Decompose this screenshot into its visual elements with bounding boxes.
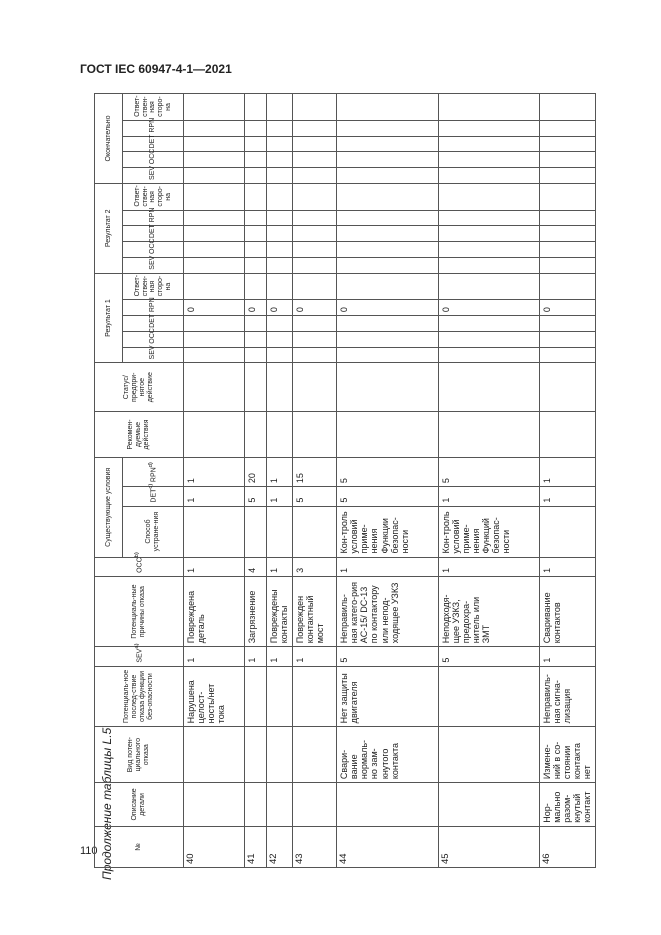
header-r1-det: DET <box>123 316 184 332</box>
cell-det: 5 <box>337 487 438 506</box>
header-recommended-actions: Рекомен-дуемые действия <box>95 411 184 457</box>
cell-sev: 1 <box>539 647 595 666</box>
cell-effect <box>438 666 539 727</box>
header-r1-responsible: Ответ-ствен-ная сторо-на <box>123 273 184 300</box>
cell-status <box>292 363 337 412</box>
cell-r1-sev <box>438 347 539 363</box>
cell-r1-sev <box>244 347 266 363</box>
cell-r1-det <box>184 316 245 332</box>
cell-r2-occ <box>292 242 337 258</box>
cell-failure-mode <box>244 727 266 783</box>
cell-r1-sev <box>267 347 292 363</box>
cell-r1-sev <box>539 347 595 363</box>
cell-description <box>267 783 292 827</box>
cell-det: 5 <box>244 487 266 506</box>
header-final-sev: SEV <box>123 168 184 184</box>
cell-final-responsible <box>337 94 438 121</box>
cell-r1-rpn: 0 <box>438 300 539 316</box>
header-final-responsible: Ответ-ствен-ная сторо-на <box>123 94 184 121</box>
cell-r2-det <box>184 226 245 242</box>
cell-method <box>539 506 595 557</box>
cell-description <box>337 783 438 827</box>
cell-effect: Нет защиты двигателя <box>337 666 438 727</box>
cell-occ: 1 <box>337 557 438 576</box>
cell-det: 1 <box>438 487 539 506</box>
cell-r2-occ <box>438 242 539 258</box>
cell-cause: Повреждена деталь <box>184 576 245 646</box>
cell-r2-det <box>267 226 292 242</box>
header-final-det: DET <box>123 136 184 152</box>
cell-r1-responsible <box>438 273 539 300</box>
cell-final-sev <box>292 168 337 184</box>
cell-cause: Неподходя-щее УЗКЗ, предохра-нитель или ЗМТ <box>438 576 539 646</box>
cell-method <box>244 506 266 557</box>
cell-r1-occ <box>337 331 438 347</box>
cell-sev: 1 <box>292 647 337 666</box>
cell-r1-responsible <box>292 273 337 300</box>
cell-final-det <box>267 136 292 152</box>
cell-r2-rpn <box>292 210 337 226</box>
cell-r1-rpn: 0 <box>337 300 438 316</box>
cell-sev: 1 <box>244 647 266 666</box>
header-final-rpn: RPN <box>123 120 184 136</box>
document-header: ГОСТ IEC 60947-4-1—2021 <box>80 62 232 76</box>
cell-r2-det <box>292 226 337 242</box>
cell-r2-sev <box>267 257 292 273</box>
cell-final-sev <box>267 168 292 184</box>
rotated-table-container <box>94 93 596 868</box>
cell-recommended <box>438 411 539 457</box>
cell-r1-det <box>267 316 292 332</box>
cell-final-det <box>438 136 539 152</box>
cell-description <box>184 783 245 827</box>
table-row <box>267 94 292 868</box>
cell-sev: 1 <box>184 647 245 666</box>
cell-status <box>184 363 245 412</box>
header-description: Описание детали <box>95 783 184 827</box>
cell-rpn: 1 <box>267 458 292 487</box>
cell-description <box>292 783 337 827</box>
cell-r1-rpn: 0 <box>267 300 292 316</box>
cell-r2-rpn <box>267 210 292 226</box>
table-row <box>539 94 595 868</box>
cell-r1-det <box>539 316 595 332</box>
cell-cause: Поврежден контактный мост <box>292 576 337 646</box>
cell-method: Кон-троль условий приме-нения Функций безопас-ности <box>438 506 539 557</box>
cell-r2-occ <box>539 242 595 258</box>
fmea-table <box>94 93 596 868</box>
cell-final-responsible <box>292 94 337 121</box>
cell-final-det <box>244 136 266 152</box>
cell-cause: Сваривание контактов <box>539 576 595 646</box>
cell-r1-sev <box>292 347 337 363</box>
header-failure-mode: Вид потен-циального отказа <box>95 727 184 783</box>
cell-r2-det <box>539 226 595 242</box>
header-final-occ: OCC <box>123 152 184 168</box>
cell-final-det <box>539 136 595 152</box>
cell-row-number: 41 <box>244 826 266 867</box>
cell-r2-sev <box>184 257 245 273</box>
cell-recommended <box>539 411 595 457</box>
cell-final-occ <box>337 152 438 168</box>
cell-final-responsible <box>267 94 292 121</box>
header-r1-occ: OCC <box>123 331 184 347</box>
cell-r2-responsible <box>292 183 337 210</box>
cell-r2-responsible <box>184 183 245 210</box>
cell-final-occ <box>438 152 539 168</box>
cell-final-occ <box>184 152 245 168</box>
cell-method <box>267 506 292 557</box>
cell-r1-det <box>337 316 438 332</box>
cell-final-rpn <box>539 120 595 136</box>
cell-r2-responsible <box>244 183 266 210</box>
cell-r2-det <box>438 226 539 242</box>
cell-r1-det <box>244 316 266 332</box>
header-number: № <box>95 826 184 867</box>
cell-failure-mode <box>292 727 337 783</box>
table-row <box>244 94 266 868</box>
cell-r2-occ <box>244 242 266 258</box>
table-caption: Продолжение таблицы L.5 <box>100 727 114 880</box>
cell-r1-responsible <box>267 273 292 300</box>
cell-effect <box>292 666 337 727</box>
cell-r2-occ <box>337 242 438 258</box>
cell-r2-occ <box>267 242 292 258</box>
cell-r2-occ <box>184 242 245 258</box>
cell-effect: Нарушена целост-ность/нет тока <box>184 666 245 727</box>
cell-final-occ <box>539 152 595 168</box>
cell-r2-sev <box>539 257 595 273</box>
cell-r2-rpn <box>438 210 539 226</box>
cell-det: 5 <box>292 487 337 506</box>
cell-det: 1 <box>267 487 292 506</box>
header-existing-conditions: Существующие условия <box>95 458 123 557</box>
cell-occ: 3 <box>292 557 337 576</box>
cell-recommended <box>267 411 292 457</box>
cell-effect: Неправиль-ная сигна-лизация <box>539 666 595 727</box>
cell-method: Кон-троль условий приме-нения Функции безопас-ности <box>337 506 438 557</box>
cell-final-occ <box>292 152 337 168</box>
cell-row-number: 44 <box>337 826 438 867</box>
cell-failure-mode <box>184 727 245 783</box>
cell-final-sev <box>539 168 595 184</box>
cell-rpn: 5 <box>337 458 438 487</box>
cell-method <box>292 506 337 557</box>
cell-r1-rpn: 0 <box>539 300 595 316</box>
cell-cause: Загрязнение <box>244 576 266 646</box>
cell-description <box>438 783 539 827</box>
cell-final-det <box>292 136 337 152</box>
cell-failure-mode: Свари-вание нормаль-но зам-кнутого контакта <box>337 727 438 783</box>
header-r2-rpn: RPN <box>123 210 184 226</box>
cell-method <box>184 506 245 557</box>
header-rpn: RPN$^{d)}$ <box>123 458 184 487</box>
header-result-1: Результат 1 <box>95 273 123 363</box>
table-body <box>184 94 596 868</box>
cell-r1-responsible <box>539 273 595 300</box>
cell-row-number: 45 <box>438 826 539 867</box>
cell-row-number: 42 <box>267 826 292 867</box>
cell-rpn: 5 <box>438 458 539 487</box>
cell-rpn: 15 <box>292 458 337 487</box>
cell-status <box>337 363 438 412</box>
cell-effect <box>267 666 292 727</box>
table-row <box>438 94 539 868</box>
table-row <box>184 94 245 868</box>
cell-final-responsible <box>438 94 539 121</box>
cell-r2-sev <box>292 257 337 273</box>
cell-r2-sev <box>438 257 539 273</box>
table-row <box>337 94 438 868</box>
cell-r1-occ <box>184 331 245 347</box>
cell-r2-det <box>337 226 438 242</box>
cell-r1-responsible <box>184 273 245 300</box>
table-row <box>292 94 337 868</box>
cell-occ: 1 <box>539 557 595 576</box>
cell-r2-rpn <box>184 210 245 226</box>
page-number: 110 <box>80 845 98 857</box>
cell-r1-sev <box>337 347 438 363</box>
cell-final-rpn <box>244 120 266 136</box>
header-r1-rpn: RPN <box>123 300 184 316</box>
cell-row-number: 40 <box>184 826 245 867</box>
cell-failure-mode <box>438 727 539 783</box>
cell-det: 1 <box>539 487 595 506</box>
cell-r1-rpn: 0 <box>244 300 266 316</box>
cell-r1-sev <box>184 347 245 363</box>
cell-failure-mode: Измене-ний в со-стоянии контакта нет <box>539 727 595 783</box>
cell-final-sev <box>184 168 245 184</box>
cell-r1-rpn: 0 <box>292 300 337 316</box>
cell-recommended <box>337 411 438 457</box>
cell-row-number: 46 <box>539 826 595 867</box>
header-r1-sev: SEV <box>123 347 184 363</box>
cell-recommended <box>244 411 266 457</box>
cell-row-number: 43 <box>292 826 337 867</box>
cell-cause: Повреждены контакты <box>267 576 292 646</box>
header-method: Способ устране-ния <box>123 506 184 557</box>
cell-final-responsible <box>539 94 595 121</box>
cell-final-rpn <box>184 120 245 136</box>
header-status: Статус/ предпри-нятое действие <box>95 363 184 412</box>
header-cause: Потенциаль-ные причины отказа <box>95 576 184 646</box>
cell-r2-rpn <box>337 210 438 226</box>
cell-rpn: 1 <box>539 458 595 487</box>
cell-sev: 5 <box>438 647 539 666</box>
cell-final-sev <box>438 168 539 184</box>
cell-final-responsible <box>244 94 266 121</box>
header-det: DET$^{c)}$ <box>123 487 184 506</box>
header-effect: Потенциаль-ное послед-ствие отказа функции без-опасности <box>95 666 184 727</box>
cell-r1-occ <box>539 331 595 347</box>
cell-status <box>438 363 539 412</box>
cell-failure-mode <box>267 727 292 783</box>
cell-r2-det <box>244 226 266 242</box>
cell-final-det <box>337 136 438 152</box>
cell-final-rpn <box>292 120 337 136</box>
cell-r2-responsible <box>438 183 539 210</box>
cell-final-det <box>184 136 245 152</box>
cell-recommended <box>184 411 245 457</box>
cell-r1-rpn: 0 <box>184 300 245 316</box>
cell-recommended <box>292 411 337 457</box>
cell-effect <box>244 666 266 727</box>
header-r2-occ: OCC <box>123 242 184 258</box>
cell-occ: 1 <box>184 557 245 576</box>
cell-r2-sev <box>337 257 438 273</box>
cell-sev: 5 <box>337 647 438 666</box>
cell-r1-det <box>292 316 337 332</box>
header-r2-responsible: Ответ-ствен-ная сторо-на <box>123 183 184 210</box>
cell-r1-occ <box>292 331 337 347</box>
cell-sev: 1 <box>267 647 292 666</box>
header-occ: OCC$^{b)}$ <box>95 557 184 576</box>
cell-status <box>244 363 266 412</box>
cell-r1-responsible <box>337 273 438 300</box>
cell-final-rpn <box>337 120 438 136</box>
header-result-2: Результат 2 <box>95 183 123 273</box>
cell-r1-responsible <box>244 273 266 300</box>
cell-description: Нор-мально разом-кнутый контакт <box>539 783 595 827</box>
cell-final-sev <box>244 168 266 184</box>
cell-r2-rpn <box>539 210 595 226</box>
cell-status <box>539 363 595 412</box>
cell-r2-responsible <box>267 183 292 210</box>
header-r2-sev: SEV <box>123 257 184 273</box>
cell-final-responsible <box>184 94 245 121</box>
cell-status <box>267 363 292 412</box>
header-r2-det: DET <box>123 226 184 242</box>
cell-r2-responsible <box>337 183 438 210</box>
cell-r2-sev <box>244 257 266 273</box>
cell-description <box>244 783 266 827</box>
cell-r1-occ <box>267 331 292 347</box>
header-final: Окончательно <box>95 94 123 184</box>
cell-r2-rpn <box>244 210 266 226</box>
cell-final-sev <box>337 168 438 184</box>
cell-occ: 1 <box>267 557 292 576</box>
cell-occ: 4 <box>244 557 266 576</box>
cell-final-occ <box>244 152 266 168</box>
cell-r2-responsible <box>539 183 595 210</box>
cell-det: 1 <box>184 487 245 506</box>
cell-final-rpn <box>438 120 539 136</box>
cell-occ: 1 <box>438 557 539 576</box>
header-sev: SEV$^{a)}$ <box>95 647 184 666</box>
cell-rpn: 1 <box>184 458 245 487</box>
cell-r1-det <box>438 316 539 332</box>
cell-rpn: 20 <box>244 458 266 487</box>
cell-final-occ <box>267 152 292 168</box>
cell-r1-occ <box>438 331 539 347</box>
cell-cause: Неправиль-ная катего-рия AC-15/ DC-13 по контактору или непод-ходящее УЗКЗ <box>337 576 438 646</box>
cell-final-rpn <box>267 120 292 136</box>
cell-r1-occ <box>244 331 266 347</box>
